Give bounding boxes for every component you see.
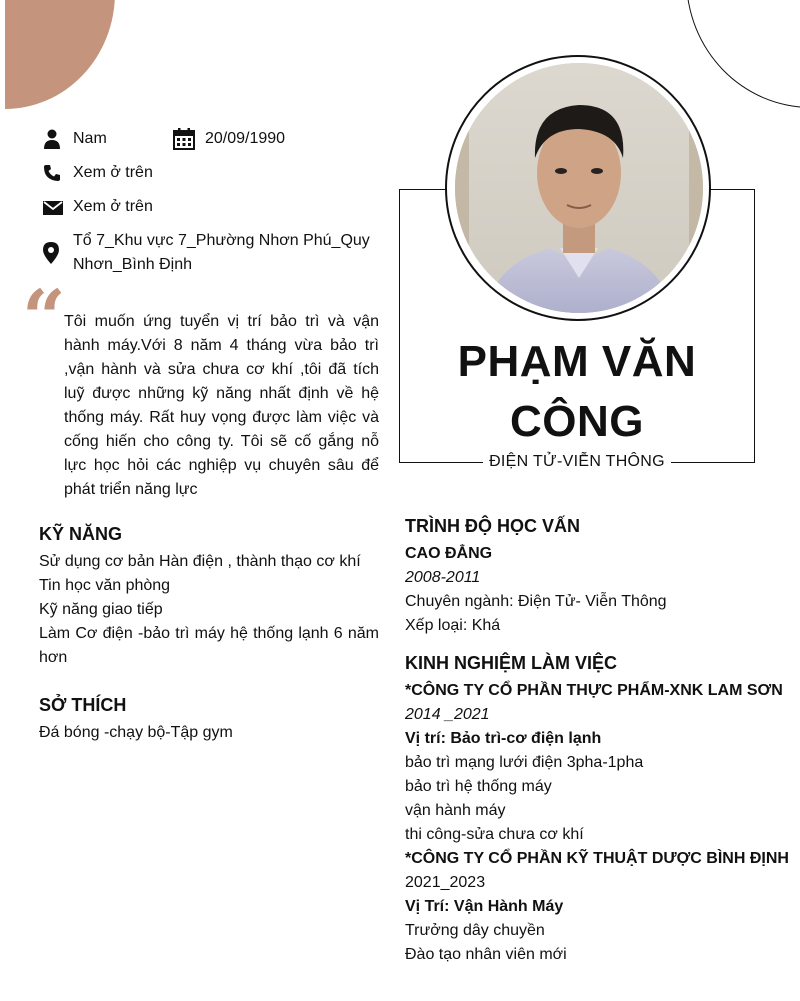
job-title: ĐIỆN TỬ-VIỄN THÔNG xyxy=(483,450,671,474)
phone-icon xyxy=(43,161,69,185)
job-period: 2014 _2021 xyxy=(405,706,490,723)
birthday-value: 20/09/1990 xyxy=(205,130,286,147)
address-line-2: Nhơn_Bình Định xyxy=(73,256,193,273)
hobbies-text: Đá bóng -chạy bộ-Tập gym xyxy=(39,724,233,741)
job-task: Đào tạo nhân viên mới xyxy=(405,946,567,963)
job-company: *CÔNG TY CỔ PHẦN THỰC PHẨM-XNK LAM SƠN xyxy=(405,682,783,699)
address-row xyxy=(43,229,370,277)
avatar xyxy=(455,63,703,313)
job-task: Trưởng dây chuyền xyxy=(405,922,545,939)
job-position: Vị trí: Bảo trì-cơ điện lạnh xyxy=(405,730,602,747)
job-period: 2021_2023 xyxy=(405,874,486,891)
phone-value: Xem ở trên xyxy=(73,164,153,181)
location-icon xyxy=(43,229,69,277)
education-major: Chuyên ngành: Điện Tử- Viễn Thông xyxy=(405,593,667,610)
email-icon xyxy=(43,195,69,219)
education-period: 2008-2011 xyxy=(405,569,481,586)
education-title: TRÌNH ĐỘ HỌC VẤN xyxy=(405,516,580,536)
address-value xyxy=(73,229,370,277)
education-rank: Xếp loại: Khá xyxy=(405,617,501,634)
job-task: thi công-sửa chưa cơ khí xyxy=(405,826,584,843)
gender-value: Nam xyxy=(73,130,107,147)
calendar-icon xyxy=(173,127,201,151)
address-line-1: Tổ 7_Khu vực 7_Phường Nhơn Phú_Quy xyxy=(73,232,370,249)
skill-item: Kỹ năng giao tiếp xyxy=(39,601,163,618)
education-level: CAO ĐẲNG xyxy=(405,545,493,562)
job-title-wrap xyxy=(399,450,755,474)
job-task: vận hành máy xyxy=(405,802,506,819)
career-objective: Tôi muốn ứng tuyển vị trí bảo trì và vận hành máy.Với 8 năm 4 tháng vừa bảo trì ,vận hành và sửa chưa cơ khí ,tôi đã tích luỹ được những kỹ năng nhất định về hệ thống máy. Rất huy vọng được làm việc và cống hiến cho công ty. Tôi sẽ cố gắng nỗ lực học hỏi các nghiệp vụ chuyên sâu để phát triển năng lực xyxy=(64,313,379,498)
birthday-row xyxy=(173,127,285,151)
quote-icon: “ xyxy=(22,273,66,362)
skill-item: Làm Cơ điện -bảo trì máy hệ thống lạnh 6 năm hơn xyxy=(39,625,379,666)
job-task: bảo trì mạng lưới điện 3pha-1pha xyxy=(405,754,644,771)
email-value: Xem ở trên xyxy=(73,198,153,215)
skill-item: Tin học văn phòng xyxy=(39,577,171,594)
decorative-circle-outline xyxy=(686,0,800,108)
job-company: *CÔNG TY CỔ PHẦN KỸ THUẬT DƯỢC BÌNH ĐỊNH xyxy=(405,850,789,867)
gender-row xyxy=(43,127,107,151)
job-position: Vị Trí: Vận Hành Máy xyxy=(405,898,564,915)
phone-row xyxy=(43,161,153,185)
full-name: PHẠM VĂN CÔNG xyxy=(457,337,697,446)
decorative-quarter-circle xyxy=(5,0,115,109)
hobbies-title: SỞ THÍCH xyxy=(39,695,127,715)
skill-item: Sử dụng cơ bản Hàn điện , thành thạo cơ khí xyxy=(39,553,361,570)
person-icon xyxy=(43,127,69,151)
email-row xyxy=(43,195,153,219)
job-task: bảo trì hệ thống máy xyxy=(405,778,552,795)
experience-title: KINH NGHIỆM LÀM VIỆC xyxy=(405,653,618,673)
skills-title: KỸ NĂNG xyxy=(39,524,123,544)
